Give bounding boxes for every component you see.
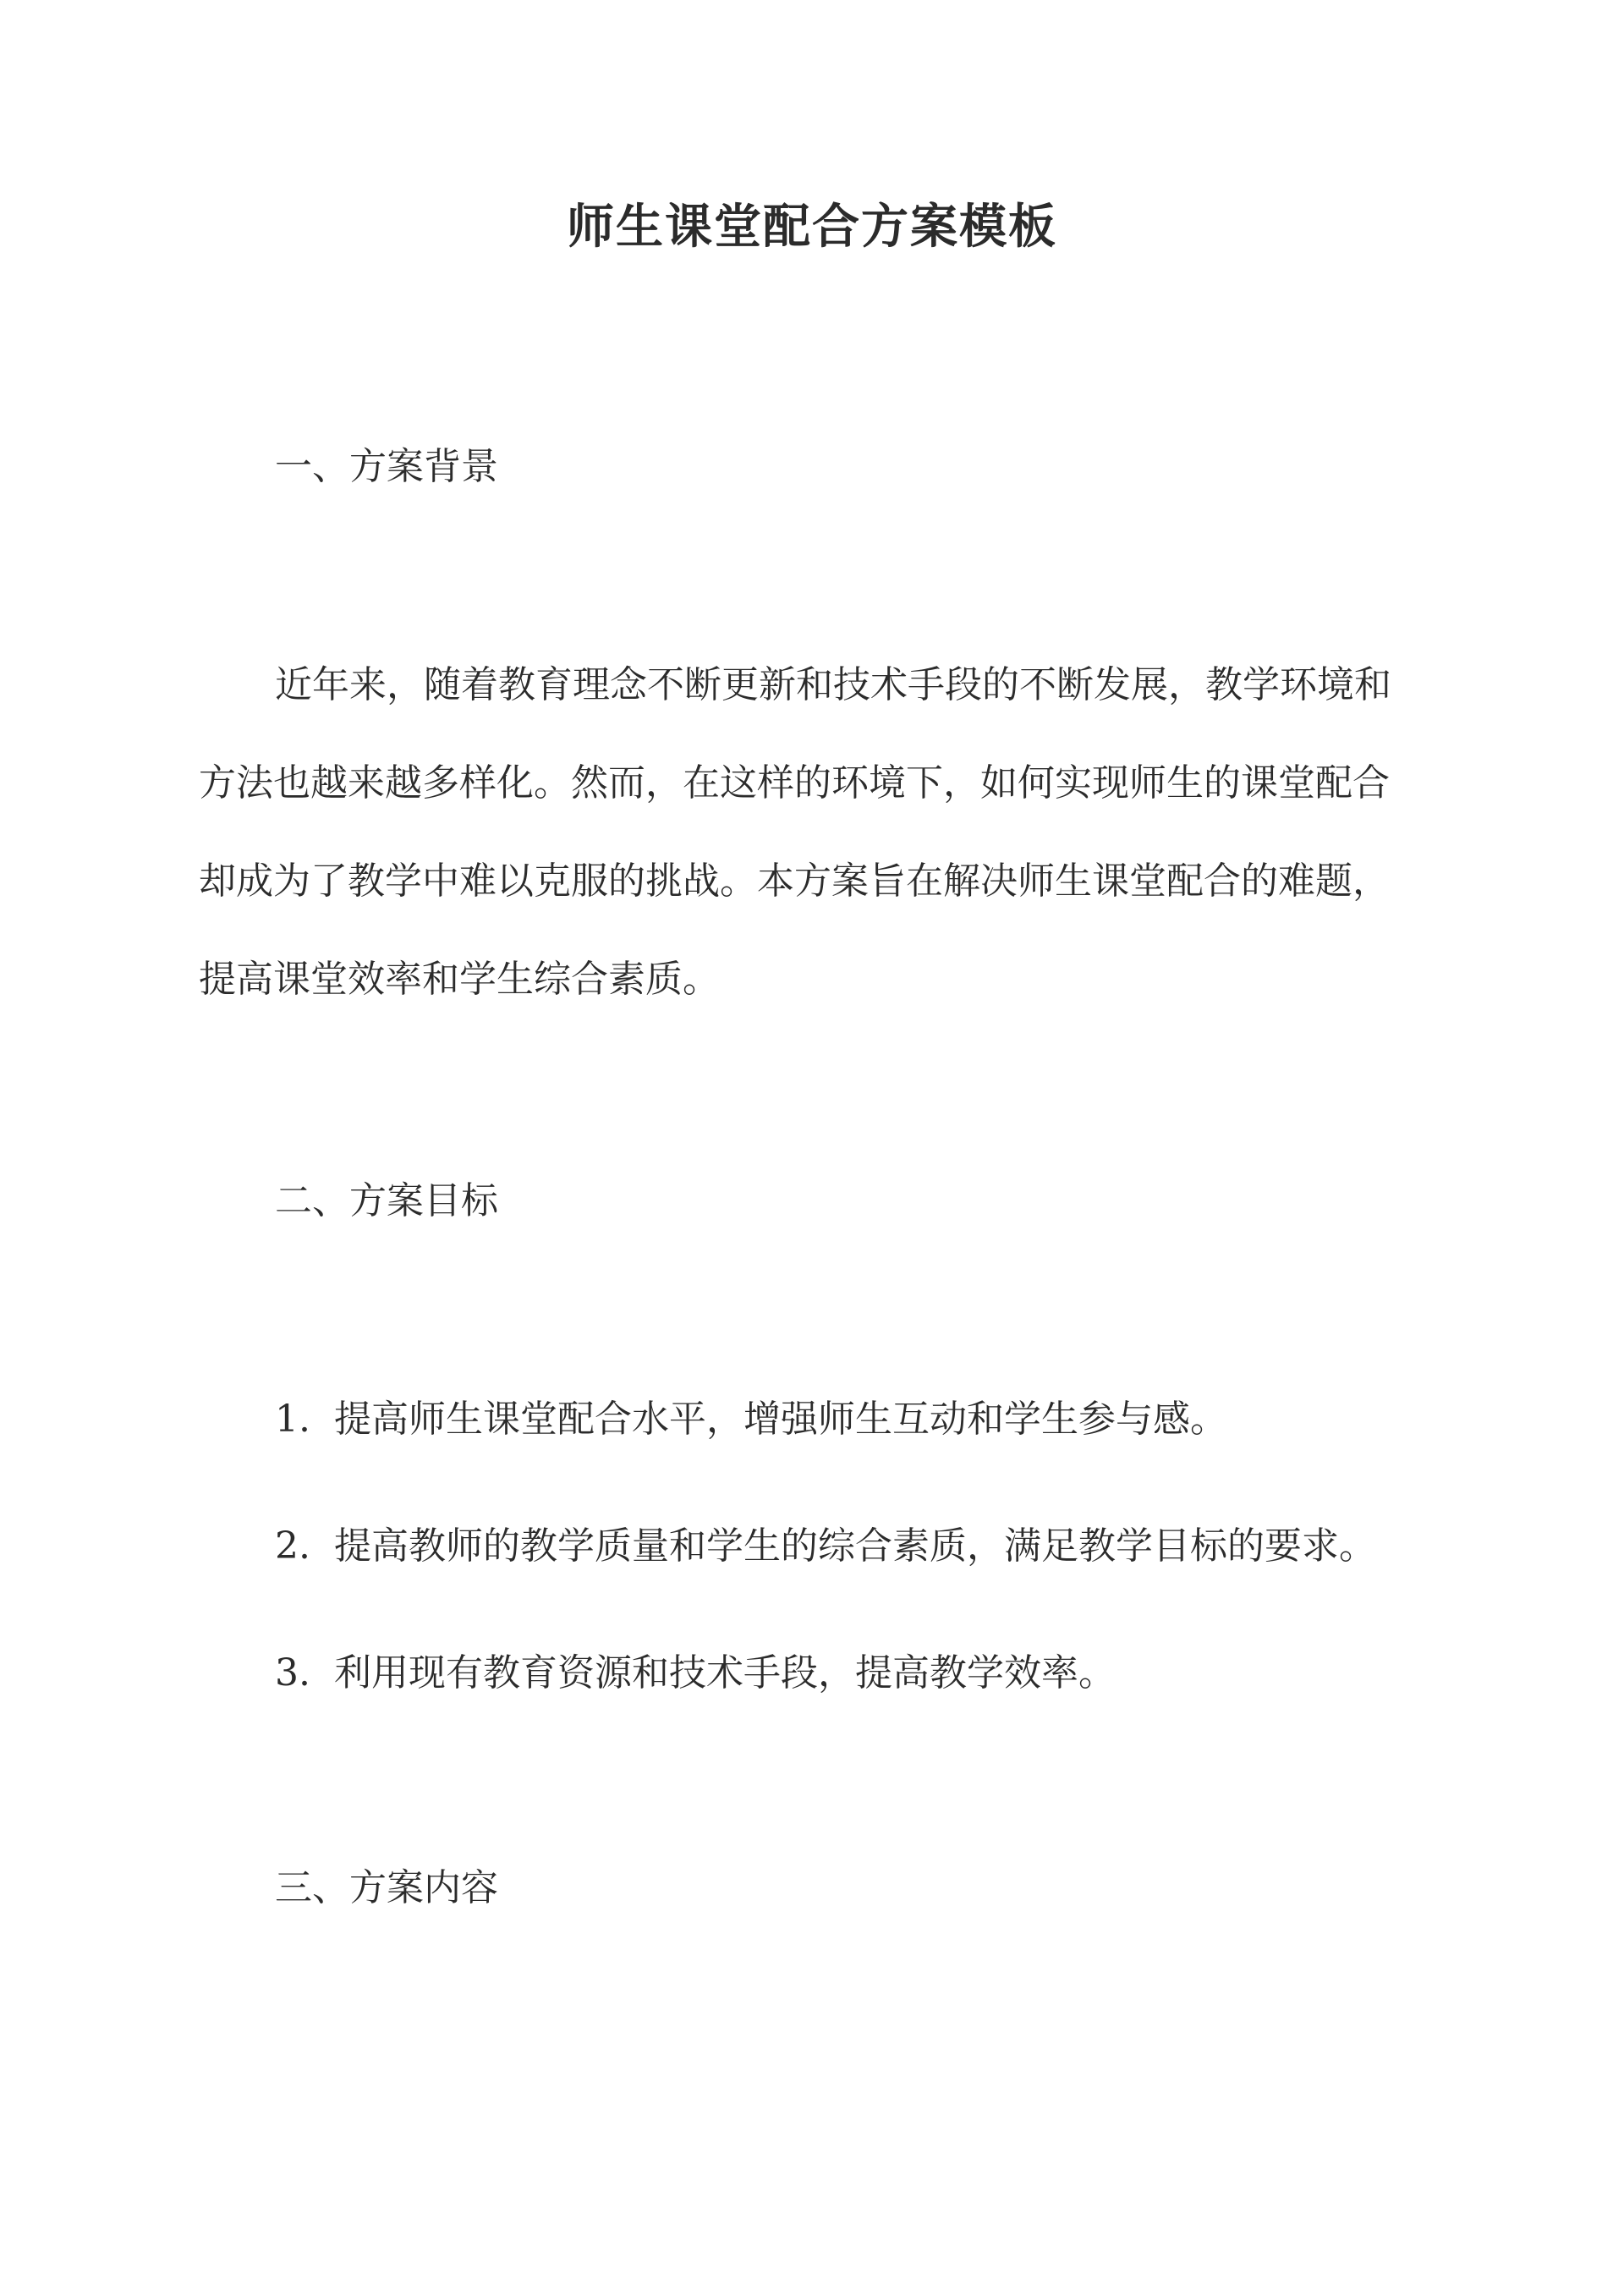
document-title: 师生课堂配合方案模板	[567, 199, 1057, 255]
section-heading-goals: 二、方案目标	[275, 1179, 498, 1222]
list-item-text: 利用现有教育资源和技术手段，提高教学效率。	[334, 1651, 1116, 1695]
paragraph-line: 却成为了教学中难以克服的挑战。本方案旨在解决师生课堂配合的难题，	[199, 860, 1390, 903]
list-item-text: 提高师生课堂配合水平，增强师生互动和学生参与感。	[334, 1398, 1227, 1441]
section-heading-content: 三、方案内容	[275, 1866, 498, 1909]
list-item-number: 3.	[275, 1651, 310, 1695]
background-paragraph	[199, 636, 1434, 1029]
list-item-number: 2.	[275, 1524, 310, 1568]
section-heading-background: 一、方案背景	[275, 445, 498, 488]
paragraph-line: 近年来，随着教育理念不断更新和技术手段的不断发展，教学环境和	[275, 663, 1391, 706]
list-item	[275, 1648, 1459, 1775]
paragraph-line: 提高课堂效率和学生综合素质。	[199, 958, 720, 1001]
list-item	[275, 1521, 1459, 1648]
goals-list	[275, 1394, 1459, 1775]
paragraph-line: 方法也越来越多样化。然而，在这样的环境下，如何实现师生的课堂配合	[199, 761, 1390, 805]
list-item	[275, 1394, 1459, 1521]
list-item-text: 提高教师的教学质量和学生的综合素质，满足教学目标的要求。	[334, 1524, 1376, 1568]
list-item-number: 1.	[275, 1398, 310, 1441]
